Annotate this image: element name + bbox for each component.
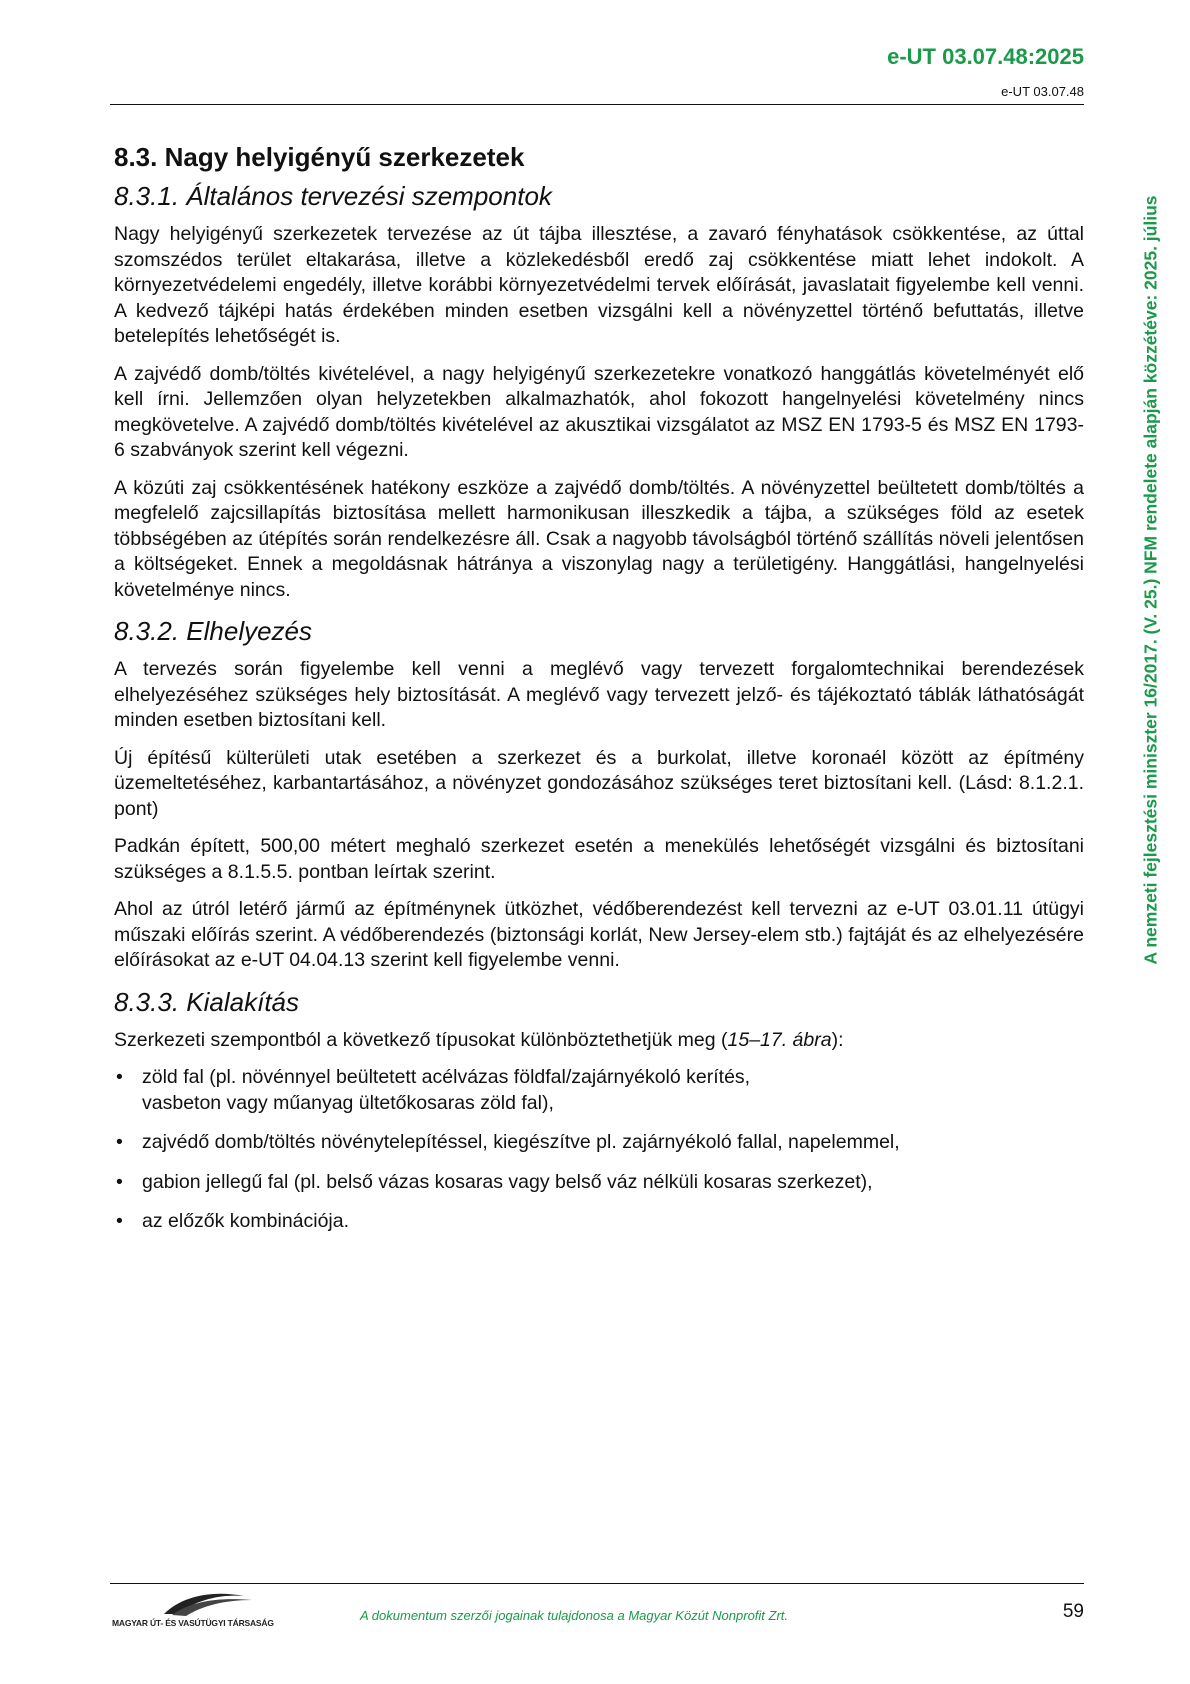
header-divider <box>110 104 1084 105</box>
paragraph: Padkán épített, 500,00 métert meghaló szerkezet esetén a menekülés lehetőségét vizsgálni és biztosítani szükséges a 8.1.5.5. pontban leírtak szerint. <box>114 835 1084 883</box>
section-heading: 8.3. Nagy helyigényű szerkezetek <box>114 142 525 172</box>
logo-text: MAGYAR ÚT- ÉS VASÚTÜGYI TÁRSASÁG <box>112 1618 274 1628</box>
list-item: • zöld fal (pl. növénnyel beültetett acélvázas földfal/zajárnyékoló kerítés, vasbeton vagy műanyag ültetőkosaras zöld fal), <box>114 1065 1084 1116</box>
paragraph: A zajvédő domb/töltés kivételével, a nagy helyigényű szerkezetekre vonatkozó hanggátlás követelményét elő kell írni. Jellemzően olyan helyzetekben alkalmazhatók, ahol fokozott hangelnyelési követelmény nincs megkövetelve. A zajvédő domb/töltés kivételével az akusztikai vizsgálatot az MSZ EN 1793-5 és MSZ EN 1793-6 szabványok szerint kell végezni. <box>114 362 1084 461</box>
copyright-notice: A dokumentum szerzői jogainak tulajdonosa a Magyar Közút Nonprofit Zrt. <box>360 1608 789 1623</box>
paragraph: Új építésű külterületi utak esetében a szerkezet és a burkolat, illetve koronaél között az építmény üzemeltetéséhez, karbantartásához, a növényzet gondozásához szükséges teret biztosítani kell. (Lásd: 8.1.2.1. pont) <box>114 746 1084 820</box>
intro-end: ): <box>831 1028 844 1051</box>
sidebar-publication-note <box>1140 100 1162 1060</box>
intro-paragraph <box>114 1028 1084 1054</box>
type-list <box>114 1065 1084 1235</box>
society-logo <box>112 1588 274 1628</box>
subsection-heading-8-3-2: 8.3.2. Elhelyezés <box>114 616 313 646</box>
document-code-small: e-UT 03.07.48 <box>1001 84 1084 99</box>
list-item: • gabion jellegű fal (pl. belső vázas kosaras vagy belső váz nélküli kosaras szerkezet), <box>114 1170 1084 1196</box>
subsection-heading-8-3-3: 8.3.3. Kialakítás <box>114 986 299 1017</box>
figure-reference: 15–17. ábra <box>727 1028 832 1051</box>
swoosh-icon <box>112 1588 260 1618</box>
list-item: • zajvédő domb/töltés növénytelepítéssel, kiegészítve pl. zajárnyékoló fallal, napelemmel, <box>114 1130 1084 1156</box>
paragraph: Nagy helyigényű szerkezetek tervezése az út tájba illesztése, a zavaró fényhatások csökkentése, az úttal szomszédos terület eltakarása, illetve a közlekedésből eredő zaj csökkentése miatt lehet indokolt. A környezetvédelemi engedély, illetve korábbi környezetvédelmi tervek előírását, javaslatait figyelembe kell venni. A kedvező tájképi hatás érdekében minden esetben vizsgálni kell a növényzettel történő befuttatás, illetve betelepítés lehetőségét is. <box>114 223 1084 347</box>
intro-text: Szerkezeti szempontból a következő típusokat különböztethetjük meg ( <box>114 1028 728 1051</box>
page-number: 59 <box>1062 1601 1084 1622</box>
paragraph: Ahol az útról letérő jármű az építménynek ütközhet, védőberendezést kell tervezni az e-UT 03.01.11 útügyi műszaki előírás szerint. A védőberendezés (biztonsági korlát, New Jersey-elem stb.) fajtáját és az elhelyezésére előírásokat az e-UT 04.04.13 szerint kell figyelembe venni. <box>114 898 1084 971</box>
list-item: • az előzők kombinációja. <box>114 1209 1084 1235</box>
main-content <box>114 140 1084 1249</box>
document-code: e-UT 03.07.48:2025 <box>887 44 1084 69</box>
sidebar-text: A nemzeti fejlesztési miniszter 16/2017. (V. 25.) NFM rendelete alapján közzétéve: 2025. július <box>1140 195 1161 965</box>
footer-divider <box>110 1583 1084 1584</box>
paragraph: A közúti zaj csökkentésének hatékony eszköze a zajvédő domb/töltés. A növényzettel beültetett domb/töltés a megfelelő zajcsillapítás biztosítása mellett harmonikusan illeszkedik a tájba, a szükséges föld az esetek többségében az útépítés során rendelkezésre áll. Csak a nagyobb távolságból történő szállítás növeli jelentősen a költségeket. Ennek a megoldásnak hátránya a viszonylag nagy a területigény. Hanggátlási, hangelnyelési követelménye nincs. <box>114 476 1084 601</box>
paragraph: A tervezés során figyelembe kell venni a meglévő vagy tervezett forgalomtechnikai berendezések elhelyezéséhez szükséges hely biztosítását. A meglévő vagy tervezett jelző- és tájékoztató táblák láthatóságát minden esetben biztosítani kell. <box>114 658 1084 731</box>
subsection-heading-8-3-1: 8.3.1. Általános tervezési szempontok <box>114 181 552 211</box>
